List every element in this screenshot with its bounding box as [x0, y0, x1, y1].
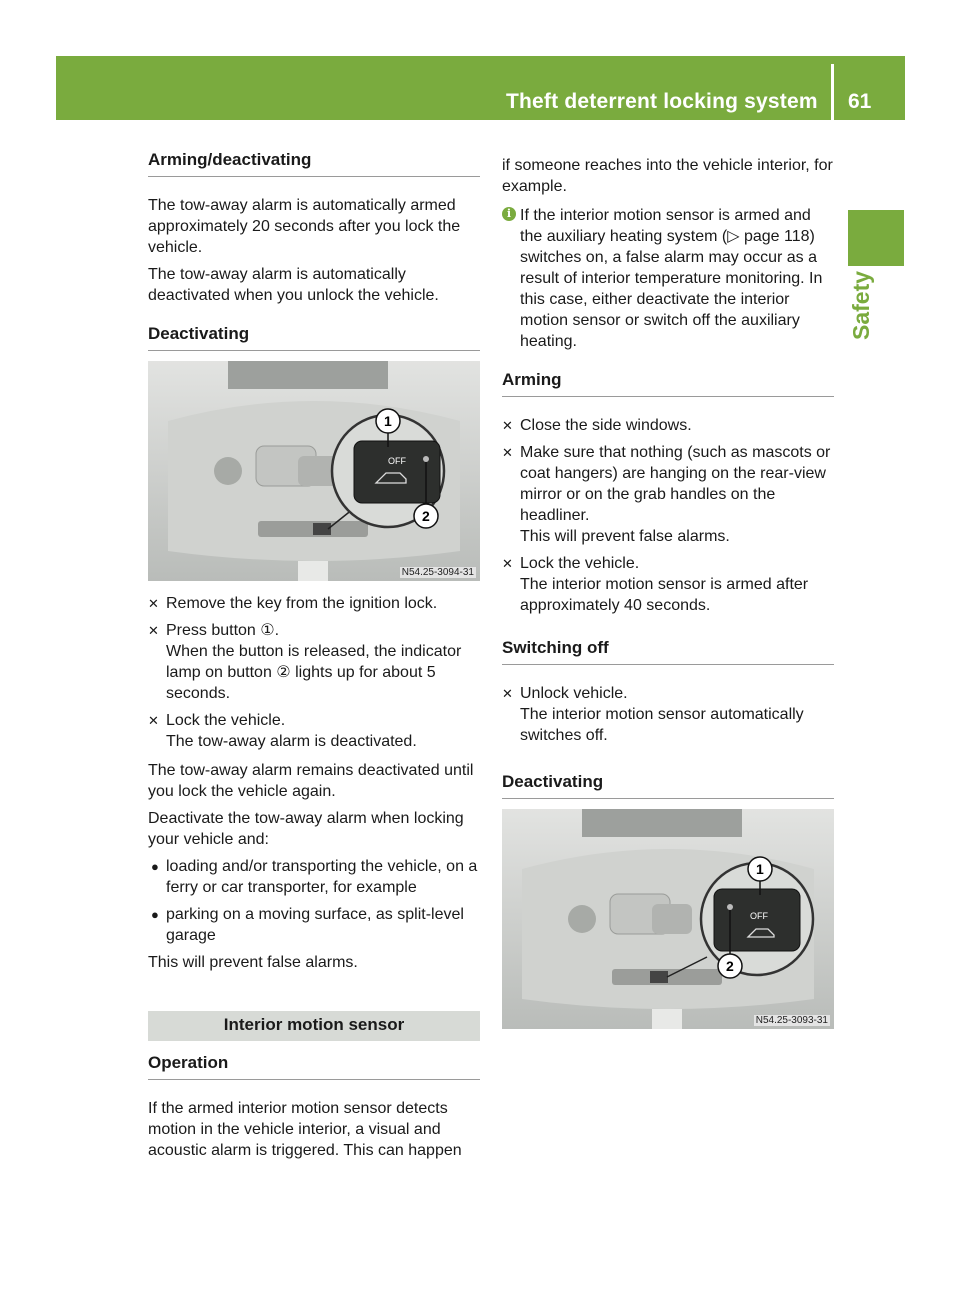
left-column — [148, 150, 480, 1161]
figure-code: N54.25-3093-31 — [755, 1015, 828, 1026]
paragraph: if someone reaches into the vehicle interior, for example. — [502, 157, 833, 195]
heading-switching-off: Switching off — [502, 638, 834, 665]
step-item: ✕ Close the side windows. — [502, 417, 692, 434]
arrow-x-icon: ✕ — [502, 556, 513, 571]
step-item: ✕ Make sure that nothing (such as mascots or coat hangers) are hanging on the rear-view mirror or on the grab handles on the headliner. This will prevent false alarms. — [502, 444, 831, 545]
right-column — [502, 155, 834, 1029]
section-heading-interior-motion-sensor: Interior motion sensor — [148, 1011, 480, 1041]
callout-1: 1 — [384, 413, 392, 429]
info-note: i If the interior motion sensor is armed and the auxiliary heating system (▷ page 118) switches on, a false alarm may occur as a result of interior temperature monitoring. In this case, either deactivate the interior motion sensor or switch off the auxiliary heating. — [502, 205, 834, 352]
callout-2: 2 — [422, 508, 430, 524]
step-item: ✕ Lock the vehicle. The interior motion sensor is armed after approximately 40 seconds. — [502, 555, 809, 614]
bullet-r-icon: ● — [151, 859, 159, 874]
off-label: OFF — [388, 456, 406, 466]
figure-overhead-control-2 — [502, 809, 834, 1029]
bullet-item: ● parking on a moving surface, as split-level garage — [151, 906, 464, 944]
overhead-control-illustration — [502, 809, 834, 1029]
arrow-x-icon: ✕ — [148, 623, 159, 638]
heading-deactivating: Deactivating — [148, 324, 480, 351]
arrow-x-icon: ✕ — [502, 418, 513, 433]
paragraph: If the armed interior motion sensor detects motion in the vehicle interior, a visual and acoustic alarm is triggered. This can happen — [148, 1100, 462, 1159]
step-item: ✕ Unlock vehicle. The interior motion sensor automatically switches off. — [502, 685, 804, 744]
side-tab-label: Safety — [848, 270, 874, 340]
callout-1: 1 — [756, 861, 764, 877]
header-separator — [831, 64, 834, 120]
overhead-control-illustration — [148, 361, 480, 581]
paragraph: This will prevent false alarms. — [148, 954, 358, 971]
arrow-x-icon: ✕ — [148, 596, 159, 611]
heading-arming: Arming — [502, 370, 834, 397]
figure-overhead-control-1 — [148, 361, 480, 581]
arrow-x-icon: ✕ — [502, 686, 513, 701]
paragraph: Deactivate the tow-away alarm when locking your vehicle and: — [148, 810, 464, 848]
bullet-item: ● loading and/or transporting the vehicle, on a ferry or car transporter, for example — [151, 858, 478, 896]
bullet-r-icon: ● — [151, 907, 159, 922]
paragraph: The tow-away alarm is automatically armed approximately 20 seconds after you lock the vehicle. — [148, 197, 461, 256]
paragraph: The tow-away alarm remains deactivated until you lock the vehicle again. — [148, 762, 474, 800]
callout-2: 2 — [726, 958, 734, 974]
arrow-x-icon: ✕ — [502, 445, 513, 460]
step-item: ✕ Press button ①. When the button is released, the indicator lamp on button ② lights up for about 5 seconds. — [148, 622, 462, 702]
side-tab-marker — [848, 210, 904, 266]
paragraph: The tow-away alarm is automatically deactivated when you unlock the vehicle. — [148, 266, 439, 304]
heading-arming-deactivating: Arming/deactivating — [148, 150, 480, 177]
page-title: Theft deterrent locking system — [506, 90, 818, 113]
heading-deactivating: Deactivating — [502, 772, 834, 799]
heading-operation: Operation — [148, 1053, 480, 1080]
callout-ref: ② — [276, 664, 291, 681]
arrow-x-icon: ✕ — [148, 713, 159, 728]
info-icon: i — [502, 207, 516, 221]
step-item: ✕ Remove the key from the ignition lock. — [148, 595, 438, 612]
step-item: ✕ Lock the vehicle. The tow-away alarm is deactivated. — [148, 712, 417, 750]
figure-code: N54.25-3094-31 — [401, 567, 474, 578]
page-number: 61 — [848, 90, 872, 113]
callout-ref: ① — [260, 622, 275, 639]
off-label: OFF — [750, 911, 768, 921]
